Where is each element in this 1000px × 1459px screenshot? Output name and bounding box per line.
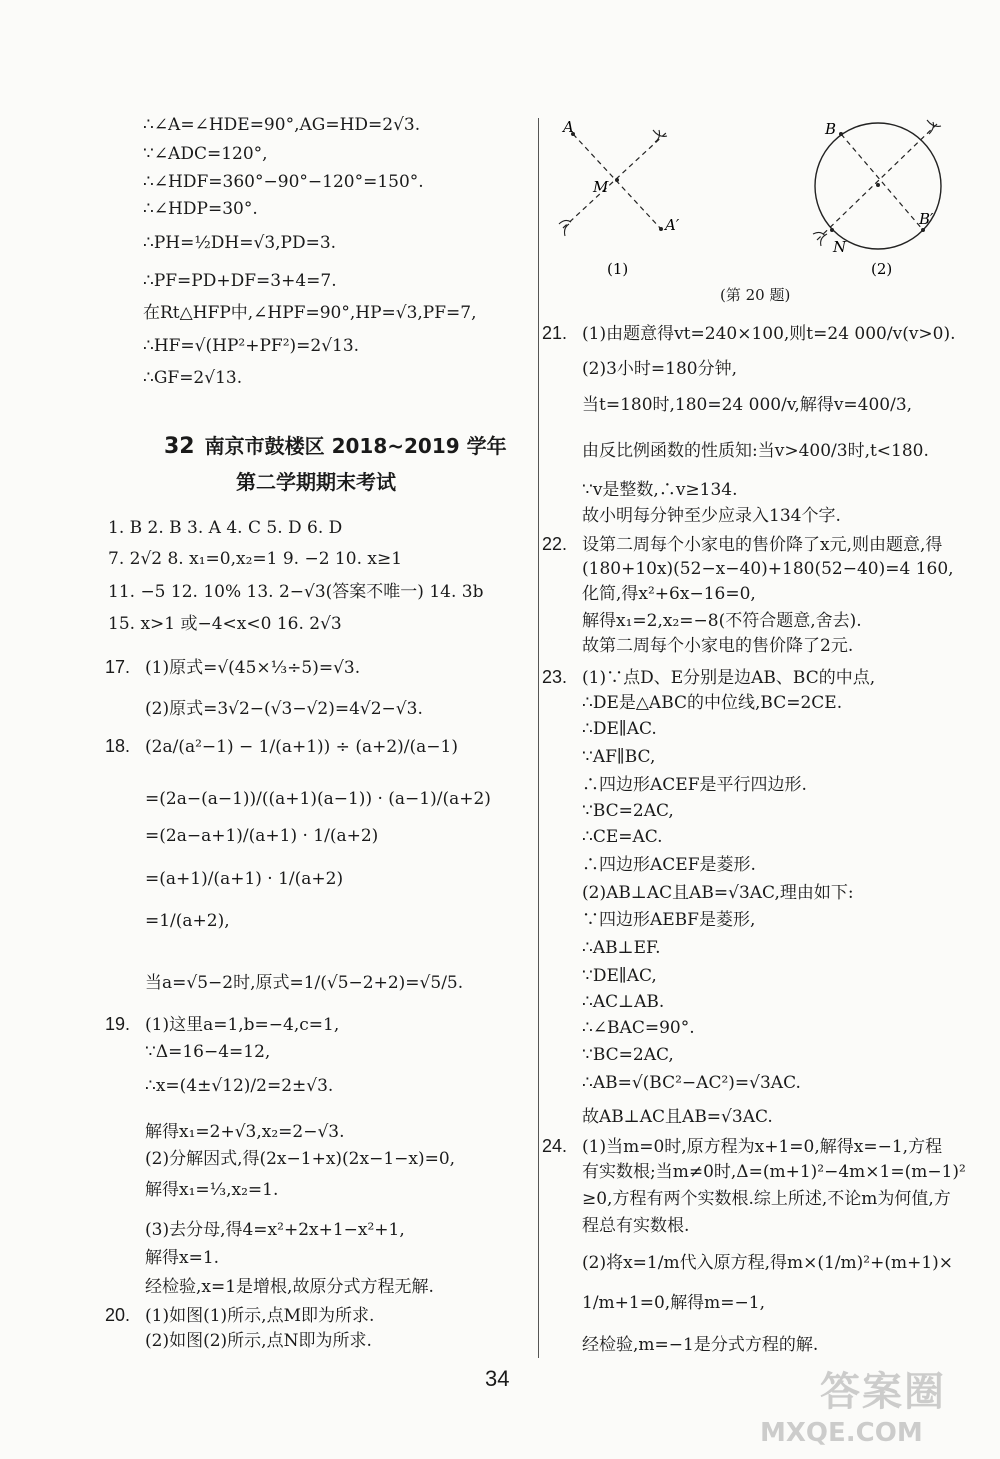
answer-line (542, 991, 664, 1013)
answer-text: ∵AF∥BC, (582, 747, 656, 767)
section-number: 32 (164, 434, 195, 459)
label-B: B (825, 120, 837, 138)
page-number: 34 (485, 1366, 510, 1391)
answer-line (542, 1072, 801, 1094)
answer-line (105, 1219, 405, 1241)
answer-line (542, 1215, 689, 1237)
answer-line (542, 505, 841, 527)
watermark-text: 答案圈 (820, 1369, 946, 1415)
answer-line (105, 698, 423, 720)
answer-text: =(a+1)/(a+1) · 1/(a+2) (145, 869, 344, 889)
answer-text: ≥0,方程有两个实数根.综上所述,不论m为何值,方 (582, 1189, 951, 1209)
answer-text: (2)分解因式,得(2x−1+x)(2x−1−x)=0, (145, 1149, 456, 1169)
figure-caption-1: (1) (607, 260, 629, 278)
figure-20 (545, 112, 985, 297)
answer-text: 1. B 2. B 3. A 4. C 5. D 6. D (108, 518, 343, 538)
answer-text: ∴AB⊥EF. (582, 938, 661, 958)
answer-text: =(2a−(a−1))/((a+1)(a−1)) · (a−1)/(a+2) (145, 789, 491, 809)
answer-line (108, 548, 402, 570)
answer-text: ∴AC⊥AB. (582, 992, 665, 1012)
answer-text: ∵v是整数,∴v≥134. (582, 480, 738, 500)
answer-text: (1)原式=√(45×⅓÷5)=√3. (145, 658, 361, 678)
answer-text: (3)去分母,得4=x²+2x+1−x²+1, (145, 1220, 405, 1240)
answer-line (108, 517, 342, 539)
answer-text: 7. 2√2 8. x₁=0,x₂=1 9. −2 10. x≥1 (108, 549, 403, 569)
answer-line (542, 533, 942, 556)
answer-text: 故第二周每个小家电的售价降了2元. (582, 636, 854, 656)
answer-line (542, 1188, 951, 1210)
figure-caption-2: (2) (871, 260, 893, 278)
answer-text: 由反比例函数的性质知:当v>400/3时,t<180. (582, 441, 929, 461)
solution-line: ∵∠ADC=120°, (143, 144, 268, 164)
label-M: M (593, 178, 609, 196)
answer-text: (2a/(a²−1) − 1/(a+1)) ÷ (a+2)/(a−1) (145, 737, 458, 757)
answer-line (105, 735, 458, 758)
answer-text: 故AB⊥AC且AB=√3AC. (582, 1107, 773, 1127)
answer-text: ∴x=(4±√12)/2=2±√3. (145, 1076, 334, 1096)
arc-mark (813, 232, 827, 246)
answer-line (105, 788, 491, 810)
answer-line (542, 1135, 942, 1158)
answer-line (542, 1044, 674, 1066)
answer-text: 解得x₁=2,x₂=−8(不符合题意,舍去). (582, 611, 862, 631)
solution-line: ∴PF=PD+DF=3+4=7. (143, 271, 337, 291)
answer-line (542, 746, 655, 768)
watermark-url: MXQE.COM (760, 1418, 923, 1448)
arc-mark (559, 220, 571, 236)
answer-line (542, 1252, 953, 1274)
column-divider (538, 118, 539, 1358)
answer-line (542, 692, 842, 714)
answer-text: 化简,得x²+6x−16=0, (582, 584, 756, 604)
answer-line (542, 479, 738, 501)
answer-line (542, 583, 756, 605)
answer-line (542, 322, 956, 345)
answer-text: ∴AB=√(BC²−AC²)=√3AC. (582, 1073, 801, 1093)
chord-BB (841, 134, 923, 230)
section-subtitle: 第二学期期末考试 (236, 470, 396, 494)
answer-text: 解得x₁=⅓,x₂=1. (145, 1180, 279, 1200)
section-title-line1: 南京市鼓楼区 2018~2019 学年 (204, 434, 507, 458)
answer-text: ∵BC=2AC, (582, 1045, 674, 1065)
answer-line (105, 910, 230, 932)
answer-text: 解得x=1. (145, 1248, 220, 1268)
answer-text: 当t=180时,180=24 000/v,解得v=400/3, (582, 395, 913, 415)
answer-text: (2)AB⊥AC且AB=√3AC,理由如下: (582, 883, 854, 903)
answer-text: 经检验,m=−1是分式方程的解. (582, 1335, 819, 1355)
answer-text: ∴DE∥AC. (582, 719, 657, 739)
answer-text: (2)3小时=180分钟, (582, 359, 737, 379)
label-A: A (563, 118, 574, 136)
question-number: 24. (542, 1136, 568, 1156)
answer-text: ∴CE=AC. (582, 827, 663, 847)
solution-line: 在Rt△HFP中,∠HPF=90°,HP=√3,PF=7, (143, 303, 477, 323)
answer-line (542, 937, 661, 959)
answer-line (542, 358, 737, 380)
answer-line (542, 965, 657, 987)
answer-text: ∴∠BAC=90°. (582, 1018, 695, 1038)
solution-line: ∴∠A=∠HDE=90°,AG=HD=2√3. (143, 115, 421, 135)
answer-text: ∴四边形ACEF是菱形. (582, 855, 756, 875)
answer-line (105, 1041, 270, 1063)
solution-line: ∴PH=½DH=√3,PD=3. (143, 233, 337, 253)
question-number: 21. (542, 323, 568, 343)
answer-text: (2)将x=1/m代入原方程,得m×(1/m)²+(m+1)× (582, 1253, 954, 1273)
label-N: N (833, 238, 847, 256)
answer-line (542, 1106, 773, 1128)
label-B-prime: B′ (919, 210, 934, 228)
answer-text: (1)当m=0时,原方程为x+1=0,解得x=−1,方程 (582, 1137, 943, 1157)
question-number: 20. (105, 1305, 131, 1325)
question-number: 23. (542, 667, 568, 687)
answer-line (542, 854, 756, 876)
answer-text: 1/m+1=0,解得m=−1, (582, 1293, 766, 1313)
answer-line (542, 610, 862, 632)
answer-text: ∵四边形AEBF是菱形, (582, 910, 756, 930)
question-number: 18. (105, 736, 131, 756)
answer-line (542, 1292, 765, 1314)
answer-text: 设第二周每个小家电的售价降了x元,则由题意,得 (582, 535, 943, 555)
answer-text: (1)由题意得vt=240×100,则t=24 000/v(v>0). (582, 324, 956, 344)
answer-text: (2)原式=3√2−(√3−√2)=4√2−√3. (145, 699, 423, 719)
answer-line (542, 394, 912, 416)
answer-line (542, 666, 875, 689)
answer-line (105, 1247, 219, 1269)
answer-text: (1)∵点D、E分别是边AB、BC的中点, (582, 668, 876, 688)
question-number: 17. (105, 657, 131, 677)
answer-text: ∵Δ=16−4=12, (145, 1042, 271, 1062)
answer-line (542, 1161, 966, 1183)
answer-text: 11. −5 12. 10% 13. 2−√3(答案不唯一) 14. 3b (108, 582, 484, 602)
answer-text: (180+10x)(52−x−40)+180(52−40)=4 160, (582, 559, 954, 579)
watermark-logo (760, 1360, 1000, 1459)
answer-text: 故小明每分钟至少应录入134个字. (582, 506, 841, 526)
answer-line (105, 1121, 345, 1143)
answer-text: (1)这里a=1,b=−4,c=1, (145, 1015, 340, 1035)
answer-line (542, 882, 854, 904)
answer-text: 程总有实数根. (582, 1216, 690, 1236)
answer-line (105, 1304, 374, 1327)
answer-text: =1/(a+2), (145, 911, 230, 931)
answer-line (105, 1013, 339, 1036)
solution-line: ∴∠HDF=360°−90°−120°=150°. (143, 172, 424, 192)
answer-line (105, 1276, 434, 1298)
solution-line: ∴HF=√(HP²+PF²)=2√13. (143, 336, 360, 356)
answer-line (542, 774, 807, 796)
answer-text: (2)如图(2)所示,点N即为所求. (145, 1331, 372, 1351)
arc-mark (653, 130, 667, 142)
answer-line (542, 800, 674, 822)
answer-text: 经检验,x=1是增根,故原分式方程无解. (145, 1277, 434, 1297)
answer-line (542, 1334, 818, 1356)
answer-line (105, 972, 463, 994)
answer-text: ∴四边形ACEF是平行四边形. (582, 775, 807, 795)
answer-text: ∵BC=2AC, (582, 801, 674, 821)
answer-line (542, 635, 853, 657)
answer-line (542, 558, 954, 580)
answer-line (105, 825, 378, 847)
answer-text: 解得x₁=2+√3,x₂=2−√3. (145, 1122, 345, 1142)
answer-text: 有实数根;当m≠0时,Δ=(m+1)²−4m×1=(m−1)² (582, 1162, 966, 1182)
answer-line (542, 440, 929, 462)
section-title (164, 430, 507, 459)
question-number: 22. (542, 534, 568, 554)
answer-line (105, 656, 360, 679)
answer-text: 当a=√5−2时,原式=1/(√5−2+2)=√5/5. (145, 973, 464, 993)
question-number: 19. (105, 1014, 131, 1034)
answer-line (542, 826, 663, 848)
answer-line (542, 1017, 695, 1039)
answer-text: =(2a−a+1)/(a+1) · 1/(a+2) (145, 826, 379, 846)
answer-text: (1)如图(1)所示,点M即为所求. (145, 1306, 375, 1326)
answer-line (105, 1179, 278, 1201)
answer-line (542, 718, 657, 740)
label-A-prime: A′ (665, 216, 680, 234)
answer-text: ∵DE∥AC, (582, 966, 657, 986)
solution-line: ∴∠HDP=30°. (143, 199, 258, 219)
figure-caption: (第 20 题) (720, 286, 791, 304)
answer-line (542, 909, 755, 931)
answer-text: ∴DE是△ABC的中位线,BC=2CE. (582, 693, 843, 713)
solution-line: ∴GF=2√13. (143, 368, 243, 388)
answer-text: 15. x>1 或−4<x<0 16. 2√3 (108, 614, 342, 634)
answer-line (105, 868, 343, 890)
answer-line (105, 1075, 333, 1097)
answer-line (105, 1148, 455, 1170)
answer-line (108, 613, 342, 635)
answer-line (105, 1330, 372, 1352)
answer-line (108, 581, 484, 603)
